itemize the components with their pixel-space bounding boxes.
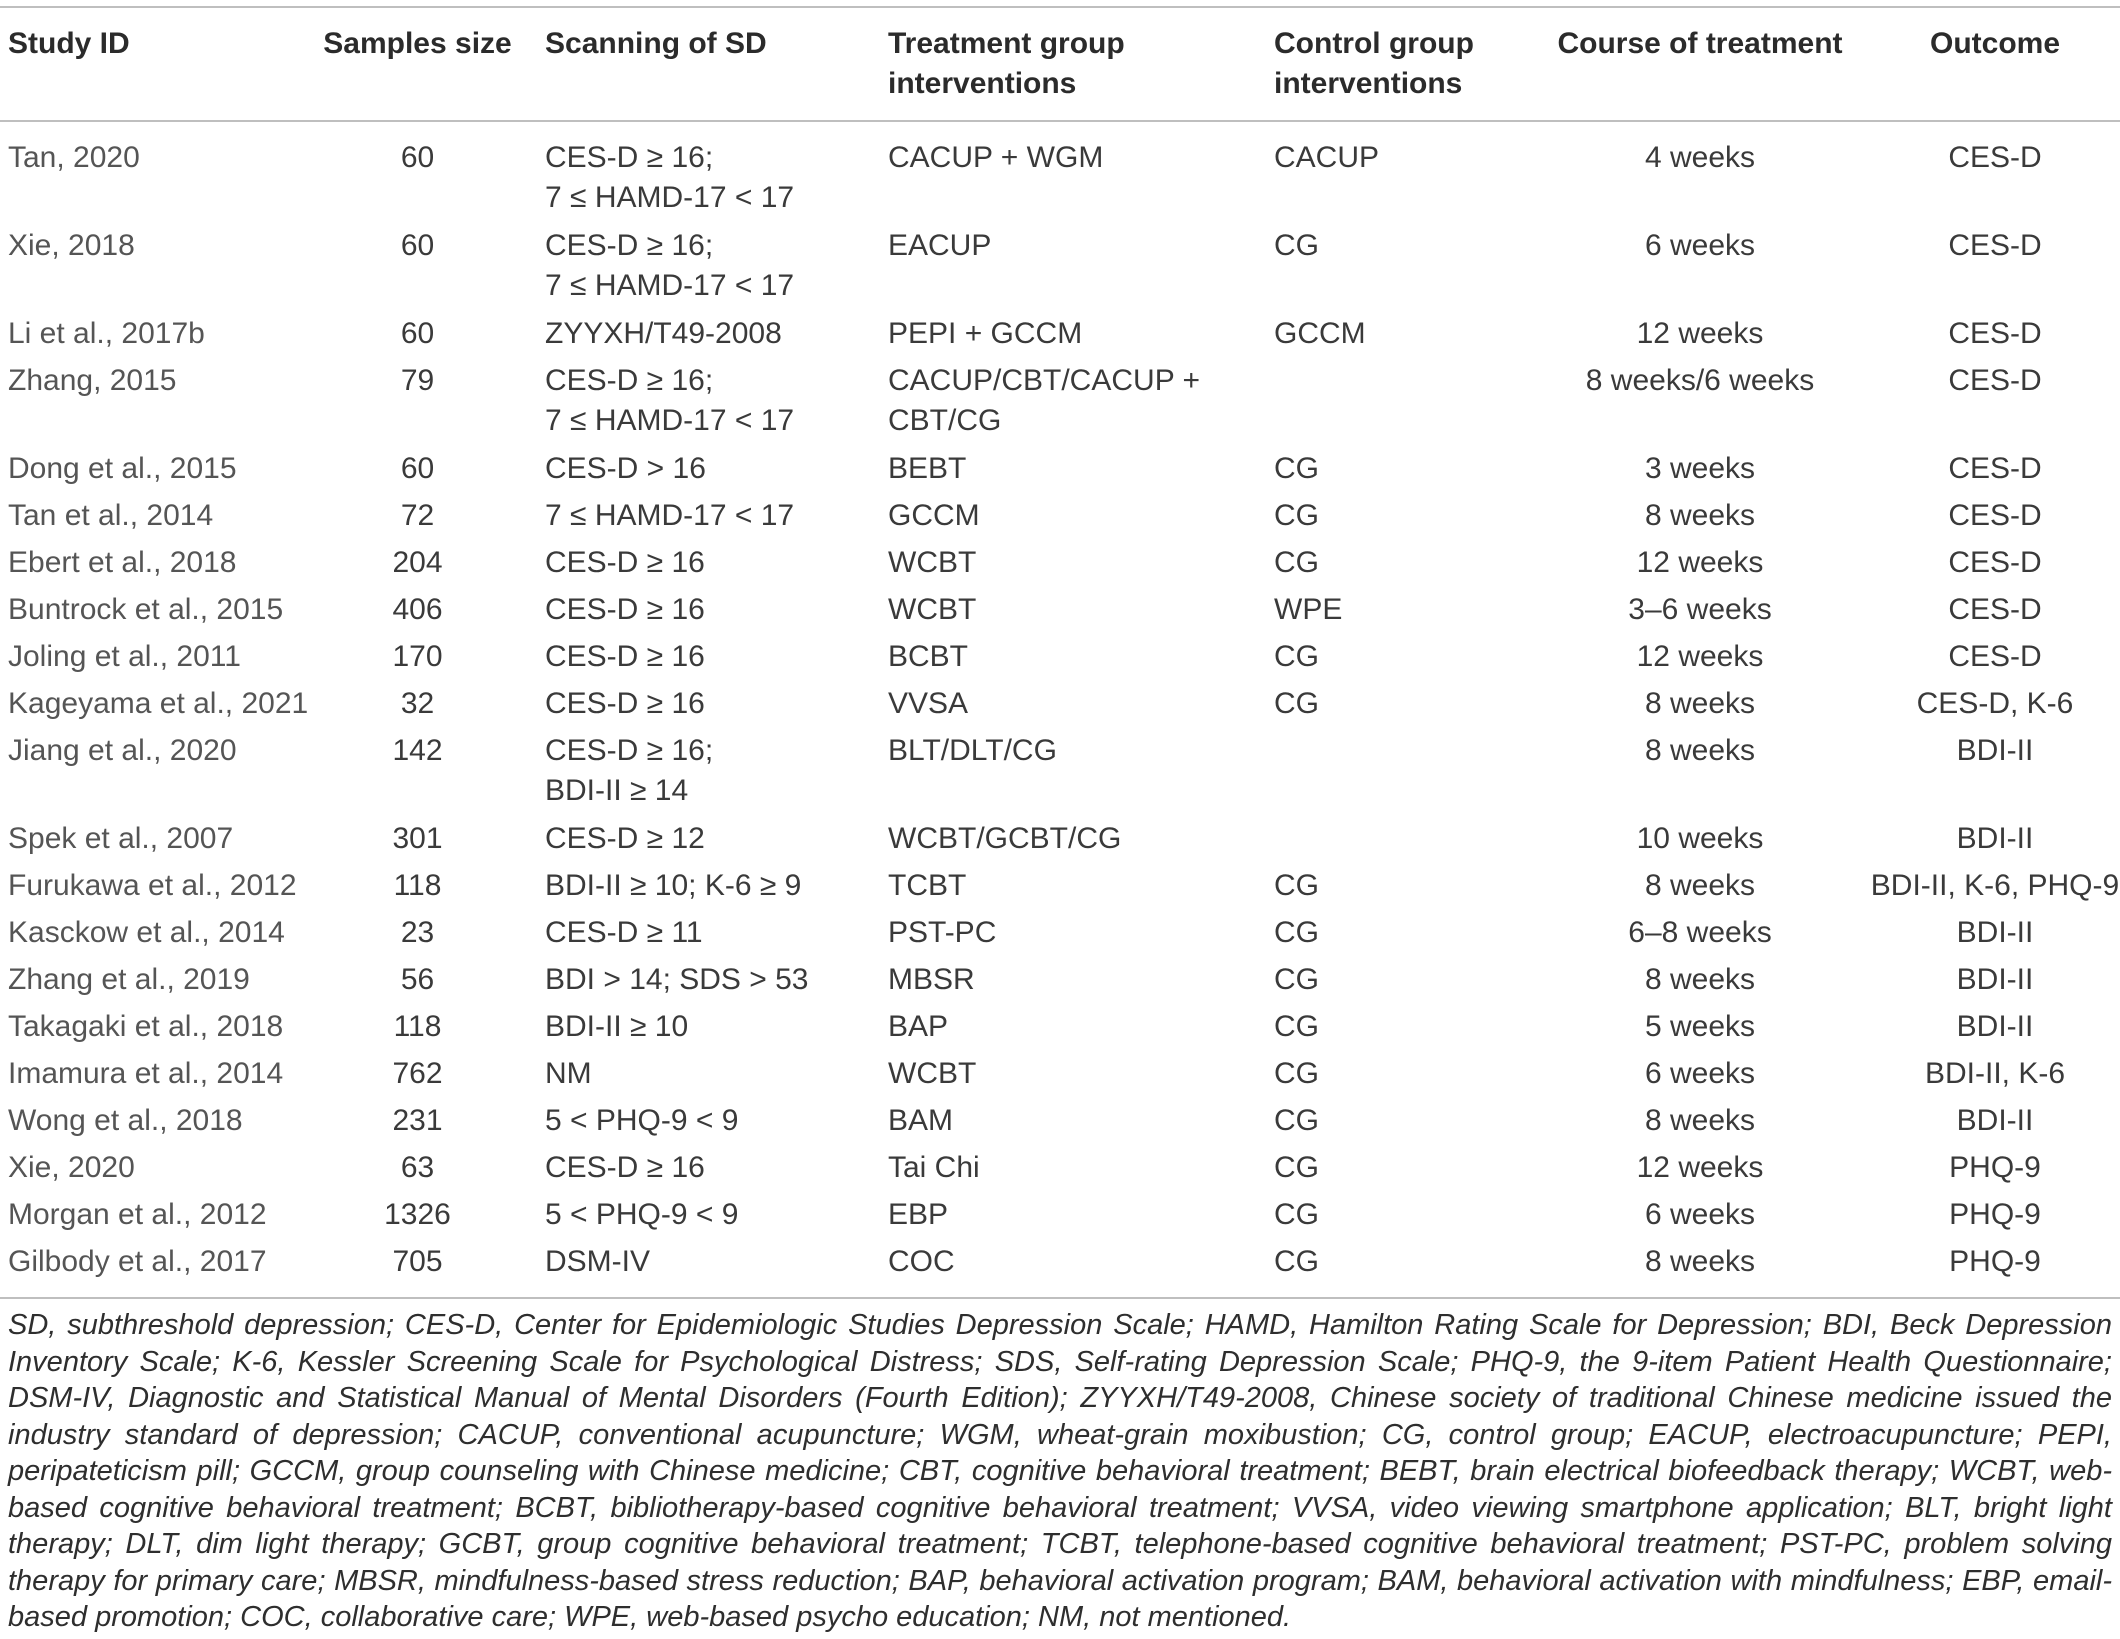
cell-treatment: CACUP + WGM xyxy=(888,141,1104,174)
cell-study-id: Kasckow et al., 2014 xyxy=(8,916,285,949)
cell-course: 6 weeks xyxy=(1644,1198,1756,1231)
table-row xyxy=(0,590,2120,637)
cell-treatment: Tai Chi xyxy=(888,1151,980,1184)
cell-samples-size: 301 xyxy=(392,822,443,855)
cell-scanning: CES-D ≥ 16; 7 ≤ HAMD-17 < 17 xyxy=(545,229,795,302)
cell-control xyxy=(1260,731,1530,819)
cell-samples-size: 705 xyxy=(392,1245,443,1278)
cell-samples-size: 60 xyxy=(400,317,435,350)
cell-control: GCCM xyxy=(1274,317,1366,350)
cell-outcome: CES-D xyxy=(1948,317,2042,350)
cell-scanning: 5 < PHQ-9 < 9 xyxy=(545,1198,739,1231)
cell-treatment: BLT/DLT/CG xyxy=(888,734,1057,767)
cell-study-id: Tan, 2020 xyxy=(8,141,140,174)
table-row xyxy=(0,1148,2120,1195)
cell-scanning: BDI > 14; SDS > 53 xyxy=(545,963,809,996)
cell-samples-size: 23 xyxy=(400,916,435,949)
cell-control: WPE xyxy=(1274,593,1343,626)
cell-course: 3 weeks xyxy=(1644,452,1756,485)
cell-samples-size: 72 xyxy=(400,499,435,532)
cell-study-id: Jiang et al., 2020 xyxy=(8,734,237,767)
cell-samples-size: 406 xyxy=(392,593,443,626)
cell-samples-size: 60 xyxy=(400,141,435,174)
cell-course: 8 weeks xyxy=(1644,1104,1756,1137)
header-scanning: Scanning of SD xyxy=(515,7,880,121)
cell-scanning: CES-D > 16 xyxy=(545,452,706,485)
cell-scanning: CES-D ≥ 16; 7 ≤ HAMD-17 < 17 xyxy=(545,364,795,437)
cell-outcome: BDI-II xyxy=(1956,1010,2034,1043)
cell-study-id: Zhang, 2015 xyxy=(8,364,177,397)
table-row xyxy=(0,361,2120,449)
cell-study-id: Wong et al., 2018 xyxy=(8,1104,243,1137)
table-row xyxy=(0,1242,2120,1289)
cell-treatment: EACUP xyxy=(888,229,992,262)
cell-scanning: 7 ≤ HAMD-17 < 17 xyxy=(545,499,795,532)
cell-control: CG xyxy=(1274,1245,1319,1278)
cell-control: CG xyxy=(1274,916,1319,949)
cell-outcome: BDI-II xyxy=(1956,916,2034,949)
cell-course: 8 weeks xyxy=(1644,963,1756,996)
table-row xyxy=(0,1007,2120,1054)
cell-scanning: CES-D ≥ 11 xyxy=(545,916,703,949)
cell-course: 8 weeks xyxy=(1644,734,1756,767)
table-row xyxy=(0,684,2120,731)
cell-study-id: Imamura et al., 2014 xyxy=(8,1057,284,1090)
cell-treatment: VVSA xyxy=(888,687,969,720)
cell-samples-size: 32 xyxy=(400,687,435,720)
cell-outcome: BDI-II xyxy=(1956,822,2034,855)
cell-scanning: CES-D ≥ 12 xyxy=(545,822,705,855)
cell-treatment: WCBT xyxy=(888,1057,977,1090)
cell-outcome: CES-D xyxy=(1948,452,2042,485)
table-row xyxy=(0,960,2120,1007)
cell-treatment: EBP xyxy=(888,1198,949,1231)
cell-study-id: Xie, 2020 xyxy=(8,1151,135,1184)
cell-treatment: WCBT/GCBT/CG xyxy=(888,822,1122,855)
cell-control: CG xyxy=(1274,1010,1319,1043)
cell-scanning: CES-D ≥ 16; BDI-II ≥ 14 xyxy=(545,734,714,807)
cell-course: 8 weeks/6 weeks xyxy=(1585,364,1815,397)
table-body xyxy=(0,121,2120,1289)
cell-treatment: BAM xyxy=(888,1104,954,1137)
table-row xyxy=(0,1054,2120,1101)
cell-scanning: CES-D ≥ 16 xyxy=(545,687,705,720)
table-row xyxy=(0,226,2120,314)
cell-study-id: Spek et al., 2007 xyxy=(8,822,234,855)
cell-course: 8 weeks xyxy=(1644,499,1756,532)
cell-course: 6 weeks xyxy=(1644,229,1756,262)
cell-treatment: MBSR xyxy=(888,963,975,996)
cell-treatment: WCBT xyxy=(888,593,977,626)
table-row xyxy=(0,819,2120,866)
cell-study-id: Xie, 2018 xyxy=(8,229,135,262)
header-treatment: Treatment group interventions xyxy=(880,7,1260,121)
cell-treatment: PEPI + GCCM xyxy=(888,317,1083,350)
cell-course: 6–8 weeks xyxy=(1628,916,1772,949)
cell-outcome: CES-D xyxy=(1948,640,2042,673)
table-row xyxy=(0,1101,2120,1148)
cell-study-id: Furukawa et al., 2012 xyxy=(8,869,297,902)
cell-outcome: PHQ-9 xyxy=(1949,1151,2041,1184)
cell-samples-size: 142 xyxy=(392,734,443,767)
cell-control: CG xyxy=(1274,1057,1319,1090)
table-row xyxy=(0,866,2120,913)
table-row xyxy=(0,543,2120,590)
cell-study-id: Takagaki et al., 2018 xyxy=(8,1010,284,1043)
table-bottom-rule xyxy=(0,1297,2120,1299)
cell-outcome: PHQ-9 xyxy=(1949,1245,2041,1278)
cell-samples-size: 79 xyxy=(400,364,435,397)
table-row xyxy=(0,637,2120,684)
cell-outcome: BDI-II, K-6, PHQ-9 xyxy=(1870,869,2120,902)
cell-samples-size: 60 xyxy=(400,229,435,262)
cell-course: 12 weeks xyxy=(1636,317,1764,350)
cell-study-id: Li et al., 2017b xyxy=(8,317,205,350)
cell-control: CG xyxy=(1274,546,1319,579)
cell-control: CG xyxy=(1274,229,1319,262)
cell-course: 10 weeks xyxy=(1636,822,1764,855)
table-row xyxy=(0,449,2120,496)
cell-control: CG xyxy=(1274,1151,1319,1184)
cell-study-id: Buntrock et al., 2015 xyxy=(8,593,284,626)
cell-control: CG xyxy=(1274,499,1319,532)
cell-outcome: BDI-II xyxy=(1956,1104,2034,1137)
cell-treatment: BEBT xyxy=(888,452,967,485)
cell-control: CG xyxy=(1274,687,1319,720)
cell-outcome: CES-D xyxy=(1948,499,2042,532)
cell-outcome: CES-D xyxy=(1948,546,2042,579)
cell-samples-size: 63 xyxy=(400,1151,435,1184)
cell-treatment: CACUP/CBT/CACUP + CBT/CG xyxy=(888,364,1201,437)
header-course: Course of treatment xyxy=(1530,7,1870,121)
cell-control: CG xyxy=(1274,963,1319,996)
table-footnote: SD, subthreshold depression; CES-D, Center for Epidemiologic Studies Depression Scale; HAMD, Hamilton Rating Scale for Depression; BDI, Beck Depression Inventory Scale; K-6, Kessler Screening Scale for Psychological Distress; SDS, Self-rating Depression Scale; PHQ-9, the 9-item Patient Health Questionnaire; DSM-IV, Diagnostic and Statistical Manual of Mental Disorders (Fourth Edition); ZYYXH/T49-2008, Chinese society of traditional Chinese medicine issued the industry standard of depression; CACUP, conventional acupuncture; WGM, wheat-grain moxibustion; CG, control group; EACUP, electroacupuncture; PEPI, peripateticism pill; GCCM, group counseling with Chinese medicine; CBT, cognitive behavioral treatment; BEBT, brain electrical biofeedback therapy; WCBT, web-based cognitive behavioral treatment; BCBT, bibliotherapy-based cognitive behavioral treatment; VVSA, video viewing smartphone application; BLT, bright light therapy; DLT, dim light therapy; GCBT, group cognitive behavioral treatment; TCBT, telephone-based cognitive behavioral treatment; PST-PC, problem solving therapy for primary care; MBSR, mindfulness-based stress reduction; BAP, behavioral activation program; BAM, behavioral activation with mindfulness; EBP, email-based promotion; COC, collaborative care; WPE, web-based psycho education; NM, not mentioned. xyxy=(8,1309,2112,1633)
cell-treatment: BAP xyxy=(888,1010,949,1043)
cell-treatment: COC xyxy=(888,1245,955,1278)
cell-study-id: Kageyama et al., 2021 xyxy=(8,687,309,720)
table-header-row xyxy=(0,7,2120,121)
cell-scanning: DSM-IV xyxy=(545,1245,650,1278)
cell-study-id: Ebert et al., 2018 xyxy=(8,546,237,579)
cell-samples-size: 231 xyxy=(392,1104,443,1137)
cell-scanning: CES-D ≥ 16 xyxy=(545,1151,705,1184)
cell-study-id: Gilbody et al., 2017 xyxy=(8,1245,267,1278)
cell-study-id: Tan et al., 2014 xyxy=(8,499,214,532)
cell-course: 4 weeks xyxy=(1644,141,1756,174)
cell-scanning: BDI-II ≥ 10 xyxy=(545,1010,689,1043)
table-row xyxy=(0,731,2120,819)
header-control: Control group interventions xyxy=(1260,7,1530,121)
cell-outcome: BDI-II xyxy=(1956,963,2034,996)
header-outcome: Outcome xyxy=(1870,7,2120,121)
cell-scanning: CES-D ≥ 16 xyxy=(545,546,705,579)
cell-course: 12 weeks xyxy=(1636,546,1764,579)
cell-control: CG xyxy=(1274,1104,1319,1137)
cell-course: 6 weeks xyxy=(1644,1057,1756,1090)
cell-samples-size: 56 xyxy=(400,963,435,996)
cell-outcome: BDI-II xyxy=(1956,734,2034,767)
cell-control: CG xyxy=(1274,1198,1319,1231)
cell-control: CG xyxy=(1274,640,1319,673)
cell-course: 5 weeks xyxy=(1644,1010,1756,1043)
cell-study-id: Morgan et al., 2012 xyxy=(8,1198,267,1231)
cell-treatment: TCBT xyxy=(888,869,967,902)
cell-study-id: Zhang et al., 2019 xyxy=(8,963,250,996)
cell-control: CACUP xyxy=(1274,141,1380,174)
cell-treatment: GCCM xyxy=(888,499,980,532)
cell-control: CG xyxy=(1274,869,1319,902)
cell-samples-size: 118 xyxy=(393,869,442,902)
cell-control xyxy=(1260,361,1530,449)
cell-treatment: WCBT xyxy=(888,546,977,579)
cell-samples-size: 118 xyxy=(393,1010,442,1043)
cell-scanning: CES-D ≥ 16 xyxy=(545,593,705,626)
header-samples-size: Samples size xyxy=(320,7,515,121)
cell-outcome: PHQ-9 xyxy=(1949,1198,2041,1231)
cell-course: 8 weeks xyxy=(1644,687,1756,720)
table-row xyxy=(0,314,2120,361)
cell-samples-size: 170 xyxy=(392,640,443,673)
cell-control xyxy=(1260,819,1530,866)
table-row xyxy=(0,121,2120,226)
table-row xyxy=(0,1195,2120,1242)
cell-control: CG xyxy=(1274,452,1319,485)
cell-samples-size: 204 xyxy=(392,546,443,579)
cell-treatment: BCBT xyxy=(888,640,969,673)
cell-outcome: CES-D xyxy=(1948,593,2042,626)
cell-study-id: Joling et al., 2011 xyxy=(8,640,241,673)
cell-scanning: ZYYXH/T49-2008 xyxy=(545,317,782,350)
cell-treatment: PST-PC xyxy=(888,916,997,949)
cell-course: 12 weeks xyxy=(1636,1151,1764,1184)
table-row xyxy=(0,496,2120,543)
study-characteristics-table xyxy=(0,6,2120,1289)
cell-course: 8 weeks xyxy=(1644,869,1756,902)
cell-samples-size: 60 xyxy=(400,452,435,485)
cell-outcome: CES-D xyxy=(1948,229,2042,262)
cell-outcome: BDI-II, K-6 xyxy=(1924,1057,2066,1090)
cell-course: 12 weeks xyxy=(1636,640,1764,673)
cell-study-id: Dong et al., 2015 xyxy=(8,452,237,485)
cell-scanning: 5 < PHQ-9 < 9 xyxy=(545,1104,739,1137)
cell-scanning: NM xyxy=(545,1057,592,1090)
cell-course: 3–6 weeks xyxy=(1628,593,1772,626)
table-row xyxy=(0,913,2120,960)
cell-outcome: CES-D xyxy=(1948,364,2042,397)
cell-outcome: CES-D, K-6 xyxy=(1916,687,2074,720)
cell-scanning: BDI-II ≥ 10; K-6 ≥ 9 xyxy=(545,869,802,902)
cell-scanning: CES-D ≥ 16 xyxy=(545,640,705,673)
cell-samples-size: 1326 xyxy=(384,1198,451,1231)
cell-scanning: CES-D ≥ 16; 7 ≤ HAMD-17 < 17 xyxy=(545,141,795,214)
cell-samples-size: 762 xyxy=(392,1057,443,1090)
header-study-id: Study ID xyxy=(0,7,320,121)
cell-course: 8 weeks xyxy=(1644,1245,1756,1278)
cell-outcome: CES-D xyxy=(1948,141,2042,174)
